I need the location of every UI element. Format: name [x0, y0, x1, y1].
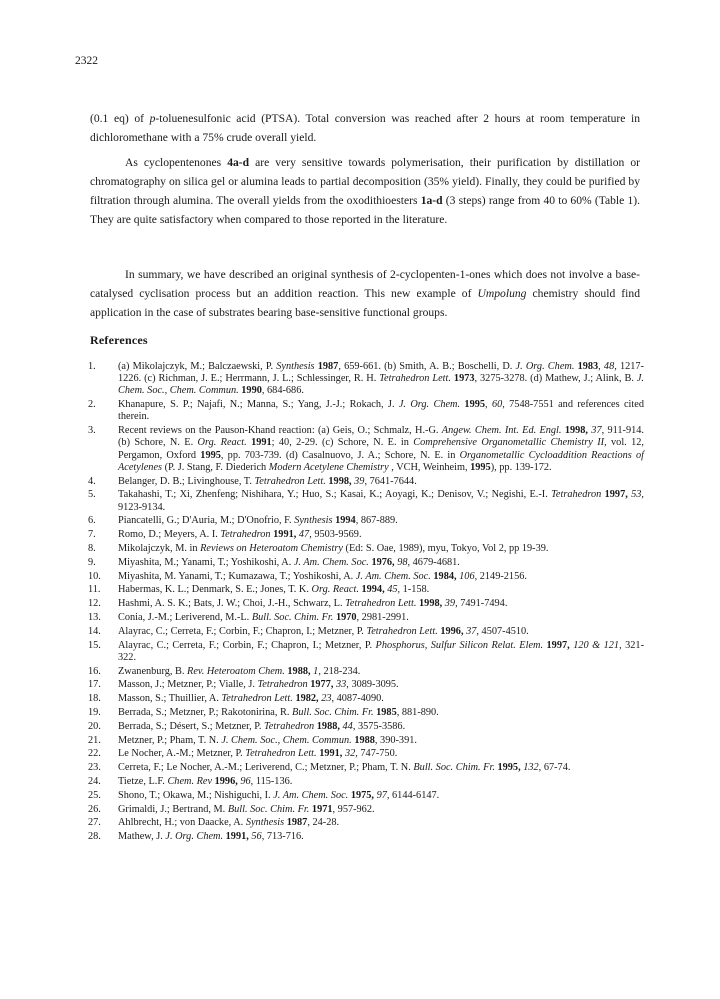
reference-text: Mikolajczyk, M. in Reviews on Heteroatom Chemistry (Ed: S. Oae, 1989), myu, Tokyo, Vol 2, pp 19-39. — [118, 543, 549, 554]
reference-number: 8. — [88, 543, 96, 554]
reference-text: Miyashita, M. Yanami, T.; Kumazawa, T.; Yoshikoshi, A. J. Am. Chem. Soc. 1984, 106, 2149-2156. — [118, 570, 527, 582]
reference-text: Le Nocher, A.-M.; Metzner, P. Tetrahedron Lett. 1991, 32, 747-750. — [118, 748, 398, 760]
reference-item — [88, 748, 644, 760]
reference-item — [88, 425, 644, 474]
reference-text: Cerreta, F.; Le Nocher, A.-M.; Leriverend, C.; Metzner, P.; Pham, T. N. Bull. Soc. Chim. Fr. 1995, 132, 67-74. — [118, 762, 571, 774]
reference-number: 24. — [88, 775, 101, 787]
reference-text: Masson, J.; Metzner, P.; Vialle, J. Tetrahedron 1977, 33, 3089-3095. — [118, 679, 399, 691]
reference-number: 10. — [88, 570, 101, 582]
reference-number: 18. — [88, 693, 101, 705]
reference-item — [88, 735, 644, 747]
reference-text: Belanger, D. B.; Livinghouse, T. Tetrahedron Lett. 1998, 39, 7641-7644. — [118, 475, 417, 487]
reference-item — [88, 584, 644, 596]
reference-text: (a) Mikolajczyk, M.; Balczaewski, P. Synthesis 1987, 659-661. (b) Smith, A. B.; Boschelli, D. J. Org. Chem. 1983, 48, 1217-1226. (c) Richman, J. E.; Herrmann, J. L.; Schlessinger, R. H. Tetrahedron Lett. 1973, 3275-3278. (d) Mathew, J.; Alink, B. J. Chem. Soc., Chem. Commun. 1990, 684-686. — [118, 361, 645, 397]
reference-item — [88, 557, 644, 569]
reference-item — [88, 693, 644, 705]
reference-item — [88, 612, 644, 624]
reference-number: 26. — [88, 803, 101, 815]
reference-text: Ahlbrecht, H.; von Daacke, A. Synthesis 1987, 24-28. — [118, 817, 340, 829]
reference-item — [88, 679, 644, 691]
reference-text: Alayrac, C.; Cerreta, F.; Corbin, F.; Chapron, I.; Metzner, P. Tetrahedron Lett. 1996, 37, 4507-4510. — [118, 625, 529, 637]
reference-number: 9. — [88, 556, 96, 568]
reference-item — [88, 626, 644, 638]
reference-item — [88, 515, 644, 527]
reference-text: Recent reviews on the Pauson-Khand reaction: (a) Geis, O.; Schmalz, H.-G. Angew. Chem. Int. Ed. Engl. 1998, 37, 911-914. (b) Schore, N. E. Org. React. 1991; 40, 2-29. (c) Schore, N. E. in Comprehensive Organometallic Chemistry II, vol. 12, Pergamon, Oxford 1995, pp. 703-739. (d) Casalnuovo, J. A.; Schore, N. E. in Organometallic Cycloaddition Reactions of Acetylenes (P. J. Stang, F. Diederich Modern Acetylene Chemistry , VCH, Weinheim, 1995), pp. 139-172. — [118, 425, 644, 473]
reference-text: Piancatelli, G.; D'Auria, M.; D'Onofrio, F. Synthesis 1994, 867-889. — [118, 515, 398, 527]
reference-item — [88, 476, 644, 488]
reference-text: Shono, T.; Okawa, M.; Nishiguchi, I. J. Am. Chem. Soc. 1975, 97, 6144-6147. — [118, 789, 440, 801]
reference-item — [88, 707, 644, 719]
reference-text: Romo, D.; Meyers, A. I. Tetrahedron 1991, 47, 9503-9569. — [118, 529, 362, 541]
reference-number: 27. — [88, 817, 101, 829]
reference-text: Alayrac, C.; Cerreta, F.; Corbin, F.; Chapron, I.; Metzner, P. Phosphorus, Sulfur Silicon Relat. Elem. 1997, 120 & 121, 321-322. — [118, 639, 644, 663]
reference-item — [88, 776, 644, 788]
reference-text: Conia, J.-M.; Leriverend, M.-L. Bull. Soc. Chim. Fr. 1970, 2981-2991. — [118, 611, 409, 623]
reference-number: 13. — [88, 611, 101, 623]
reference-number: 4. — [88, 475, 96, 487]
reference-number: 11. — [88, 584, 101, 596]
reference-number: 17. — [88, 679, 101, 691]
reference-item — [88, 762, 644, 774]
reference-item — [88, 598, 644, 610]
paragraph-2: As cyclopentenones 4a-d are very sensitive towards polymerisation, their purification by distillation or chromatography on silica gel or alumina leads to partial decomposition (35% yield). Finally, they could be purified by filtration through alumina. The overall yields from the oxodithioesters 1a-d (3 steps) range from 40 to 60% (Table 1). They are quite satisfactory when compared to those reported in the literature. — [90, 156, 641, 226]
reference-text: Berrada, S.; Désert, S.; Metzner, P. Tetrahedron 1988, 44, 3575-3586. — [118, 720, 406, 732]
reference-text: Habermas, K. L.; Denmark, S. E.; Jones, T. K. Org. React. 1994, 45, 1-158. — [118, 584, 430, 596]
reference-number: 6. — [88, 515, 96, 527]
reference-number: 25. — [88, 789, 101, 801]
reference-text: Khanapure, S. P.; Najafi, N.; Manna, S.; Yang, J.-J.; Rokach, J. J. Org. Chem. 1995, 60, 7548-7551 and references cited therein. — [118, 399, 644, 423]
reference-text: Mathew, J. J. Org. Chem. 1991, 56, 713-716. — [118, 831, 304, 843]
reference-number: 14. — [88, 625, 101, 637]
reference-item — [88, 640, 644, 664]
reference-number: 5. — [88, 489, 96, 501]
reference-text: Hashmi, A. S. K.; Bats, J. W.; Choi, J.-H., Schwarz, L. Tetrahedron Lett. 1998, 39, 7491-7494. — [118, 598, 508, 610]
page-number: 2322 — [75, 55, 98, 67]
reference-item — [88, 489, 644, 513]
reference-text: Tietze, L.F. Chem. Rev 1996, 96, 115-136. — [118, 775, 293, 787]
reference-item — [88, 529, 644, 541]
paragraph-3: In summary, we have described an original synthesis of 2-cyclopenten-1-ones which does not involve a base-catalysed cyclisation process but an addition reaction. This new example of Umpolung chemistry should find application in the case of substrates bearing base-sensitive functional groups. — [90, 268, 640, 319]
paragraph-1: (0.1 eq) of p-toluenesulfonic acid (PTSA). Total conversion was reached after 2 hours at room temperature in dichloromethane with a 75% crude overall yield. — [90, 112, 640, 144]
reference-item — [88, 666, 644, 678]
reference-item — [88, 361, 644, 398]
reference-number: 21. — [88, 734, 101, 746]
reference-item — [88, 831, 644, 843]
reference-item — [88, 790, 644, 802]
reference-text: Metzner, P.; Pham, T. N. J. Chem. Soc., Chem. Commun. 1988, 390-391. — [118, 734, 417, 746]
reference-text: Grimaldi, J.; Bertrand, M. Bull. Soc. Chim. Fr. 1971, 957-962. — [118, 803, 375, 815]
reference-number: 28. — [88, 831, 101, 843]
reference-number: 7. — [88, 529, 96, 541]
reference-item — [88, 571, 644, 583]
reference-item — [88, 804, 644, 816]
reference-text: Zwanenburg, B. Rev. Heteroatom Chem. 1988, 1, 218-234. — [118, 665, 361, 677]
reference-text: Miyashita, M.; Yanami, T.; Yoshikoshi, A. J. Am. Chem. Soc. 1976, 98, 4679-4681. — [118, 556, 460, 568]
reference-text: Masson, S.; Thuillier, A. Tetrahedron Lett. 1982, 23, 4087-4090. — [118, 693, 384, 705]
reference-text: Takahashi, T.; Xi, Zhenfeng; Nishihara, Y.; Huo, S.; Kasai, K.; Aoyagi, K.; Denisov, V.; Negishi, E.-I. Tetrahedron 1997, 53, 9123-9134. — [118, 489, 644, 513]
reference-item — [88, 817, 644, 829]
reference-number: 1. — [88, 361, 96, 372]
reference-number: 15. — [88, 639, 101, 651]
reference-number: 20. — [88, 720, 101, 732]
reference-item — [88, 543, 644, 555]
reference-number: 12. — [88, 598, 101, 610]
reference-item — [88, 721, 644, 733]
reference-number: 2. — [88, 399, 96, 411]
reference-number: 19. — [88, 706, 101, 718]
reference-number: 22. — [88, 748, 101, 760]
reference-number: 23. — [88, 762, 101, 774]
reference-number: 3. — [88, 425, 96, 437]
reference-item — [88, 399, 644, 423]
reference-number: 16. — [88, 665, 101, 677]
references-heading: References — [90, 333, 148, 347]
reference-list — [88, 361, 644, 845]
reference-text: Berrada, S.; Metzner, P.; Rakotonirina, R. Bull. Soc. Chim. Fr. 1985, 881-890. — [118, 706, 439, 718]
